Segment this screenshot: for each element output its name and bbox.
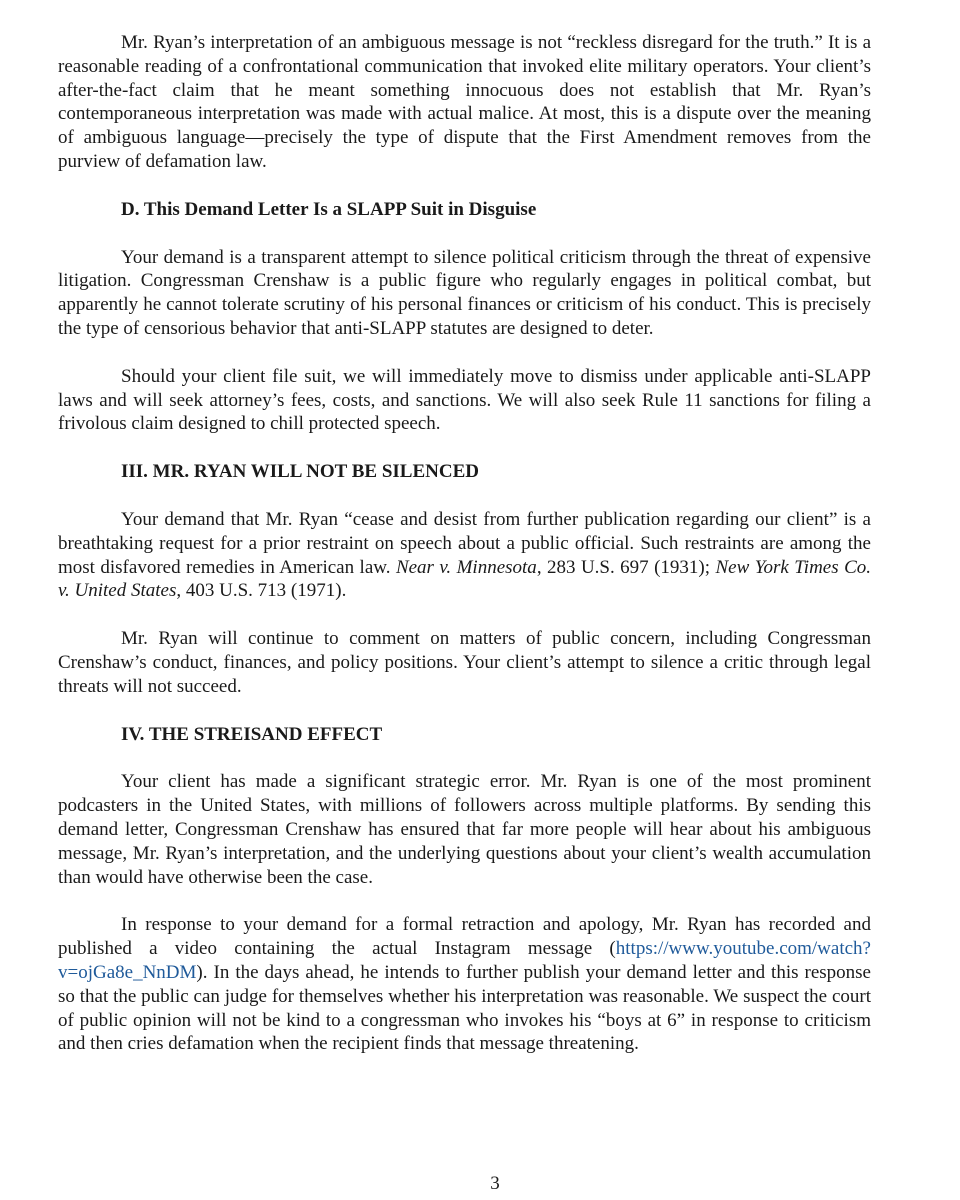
heading-streisand-effect: IV. THE STREISAND EFFECT (121, 723, 383, 745)
youtube-link[interactable]: https://www.youtube.com/watch?v=ojGa8e_NnDM (58, 938, 871, 983)
paragraph-silence-criticism: Your demand is a transparent attempt to silence political criticism through the threat of expensive litigation. Congressman Crenshaw is a public figure who regularly engages in political combat, but apparently he cannot tolerate scrutiny of his personal finances or criticism of his conduct. This is precisely the type of censorious behavior that anti-SLAPP statutes are designed to deter. (58, 246, 871, 339)
citation-nyt-reporter: , 403 U.S. 713 (1971). (176, 580, 347, 602)
video-response-lead: In response to your demand for a formal retraction and apology, Mr. Ryan has recorded and published a video containing the actual Instagram message ( (58, 914, 871, 960)
paragraph-video-response (58, 913, 871, 1056)
citation-near-reporter: , 283 U.S. 697 (1931); (536, 556, 716, 578)
heading-slapp-suit: D. This Demand Letter Is a SLAPP Suit in Disguise (121, 198, 537, 220)
paragraph-actual-malice: Mr. Ryan’s interpretation of an ambiguous message is not “reckless disregard for the truth.” It is a reasonable reading of a confrontational communication that invoked elite military operators. Your client’s after-the-fact claim that he meant something innocuous does not establish that Mr. Ryan’s contemporaneous interpretation was made with actual malice. At most, this is a dispute over the meaning of ambiguous language—precisely the type of dispute that the First Amendment removes from the purview of defamation law. (58, 32, 871, 172)
paragraph-strategic-error: Your client has made a significant strategic error. Mr. Ryan is one of the most prominent podcasters in the United States, with millions of followers across multiple platforms. By sending this demand letter, Congressman Crenshaw has ensured that far more people will hear about his ambiguous message, Mr. Ryan’s interpretation, and the underlying questions about your client’s wealth accumulation than would have otherwise been the case. (58, 771, 871, 888)
video-response-tail: ). In the days ahead, he intends to further publish your demand letter and this response so that the public can judge for themselves whether his interpretation was reasonable. We suspect the court of public opinion will not be kind to a congressman who invokes his “boys at 6” in response to criticism and then cries defamation when the recipient finds that message threatening. (58, 961, 871, 1055)
case-citation-near: Near v. Minnesota (395, 556, 537, 578)
heading-not-silenced: III. MR. RYAN WILL NOT BE SILENCED (121, 461, 479, 483)
paragraph-continue-comment: Mr. Ryan will continue to comment on matters of public concern, including Congressman Crenshaw’s conduct, finances, and policy positions. Your client’s attempt to silence a critic through legal threats will not succeed. (58, 628, 871, 697)
paragraph-anti-slapp-motion: Should your client file suit, we will immediately move to dismiss under applicable anti-SLAPP laws and will seek attorney’s fees, costs, and sanctions. We will also seek Rule 11 sanctions for filing a frivolous claim designed to chill protected speech. (58, 365, 871, 435)
letter-page (58, 31, 871, 1080)
prior-restraint-text: Your demand that Mr. Ryan “cease and desist from further publication regarding our client” is a breathtaking request for a prior restraint on speech about a public official. Such restraints are among the most disfavored remedies in American law. (58, 508, 871, 578)
paragraph-prior-restraint (58, 508, 871, 603)
case-citation-nyt: New York Times Co. v. United States (58, 556, 871, 602)
page-number: 3 (490, 1173, 500, 1194)
